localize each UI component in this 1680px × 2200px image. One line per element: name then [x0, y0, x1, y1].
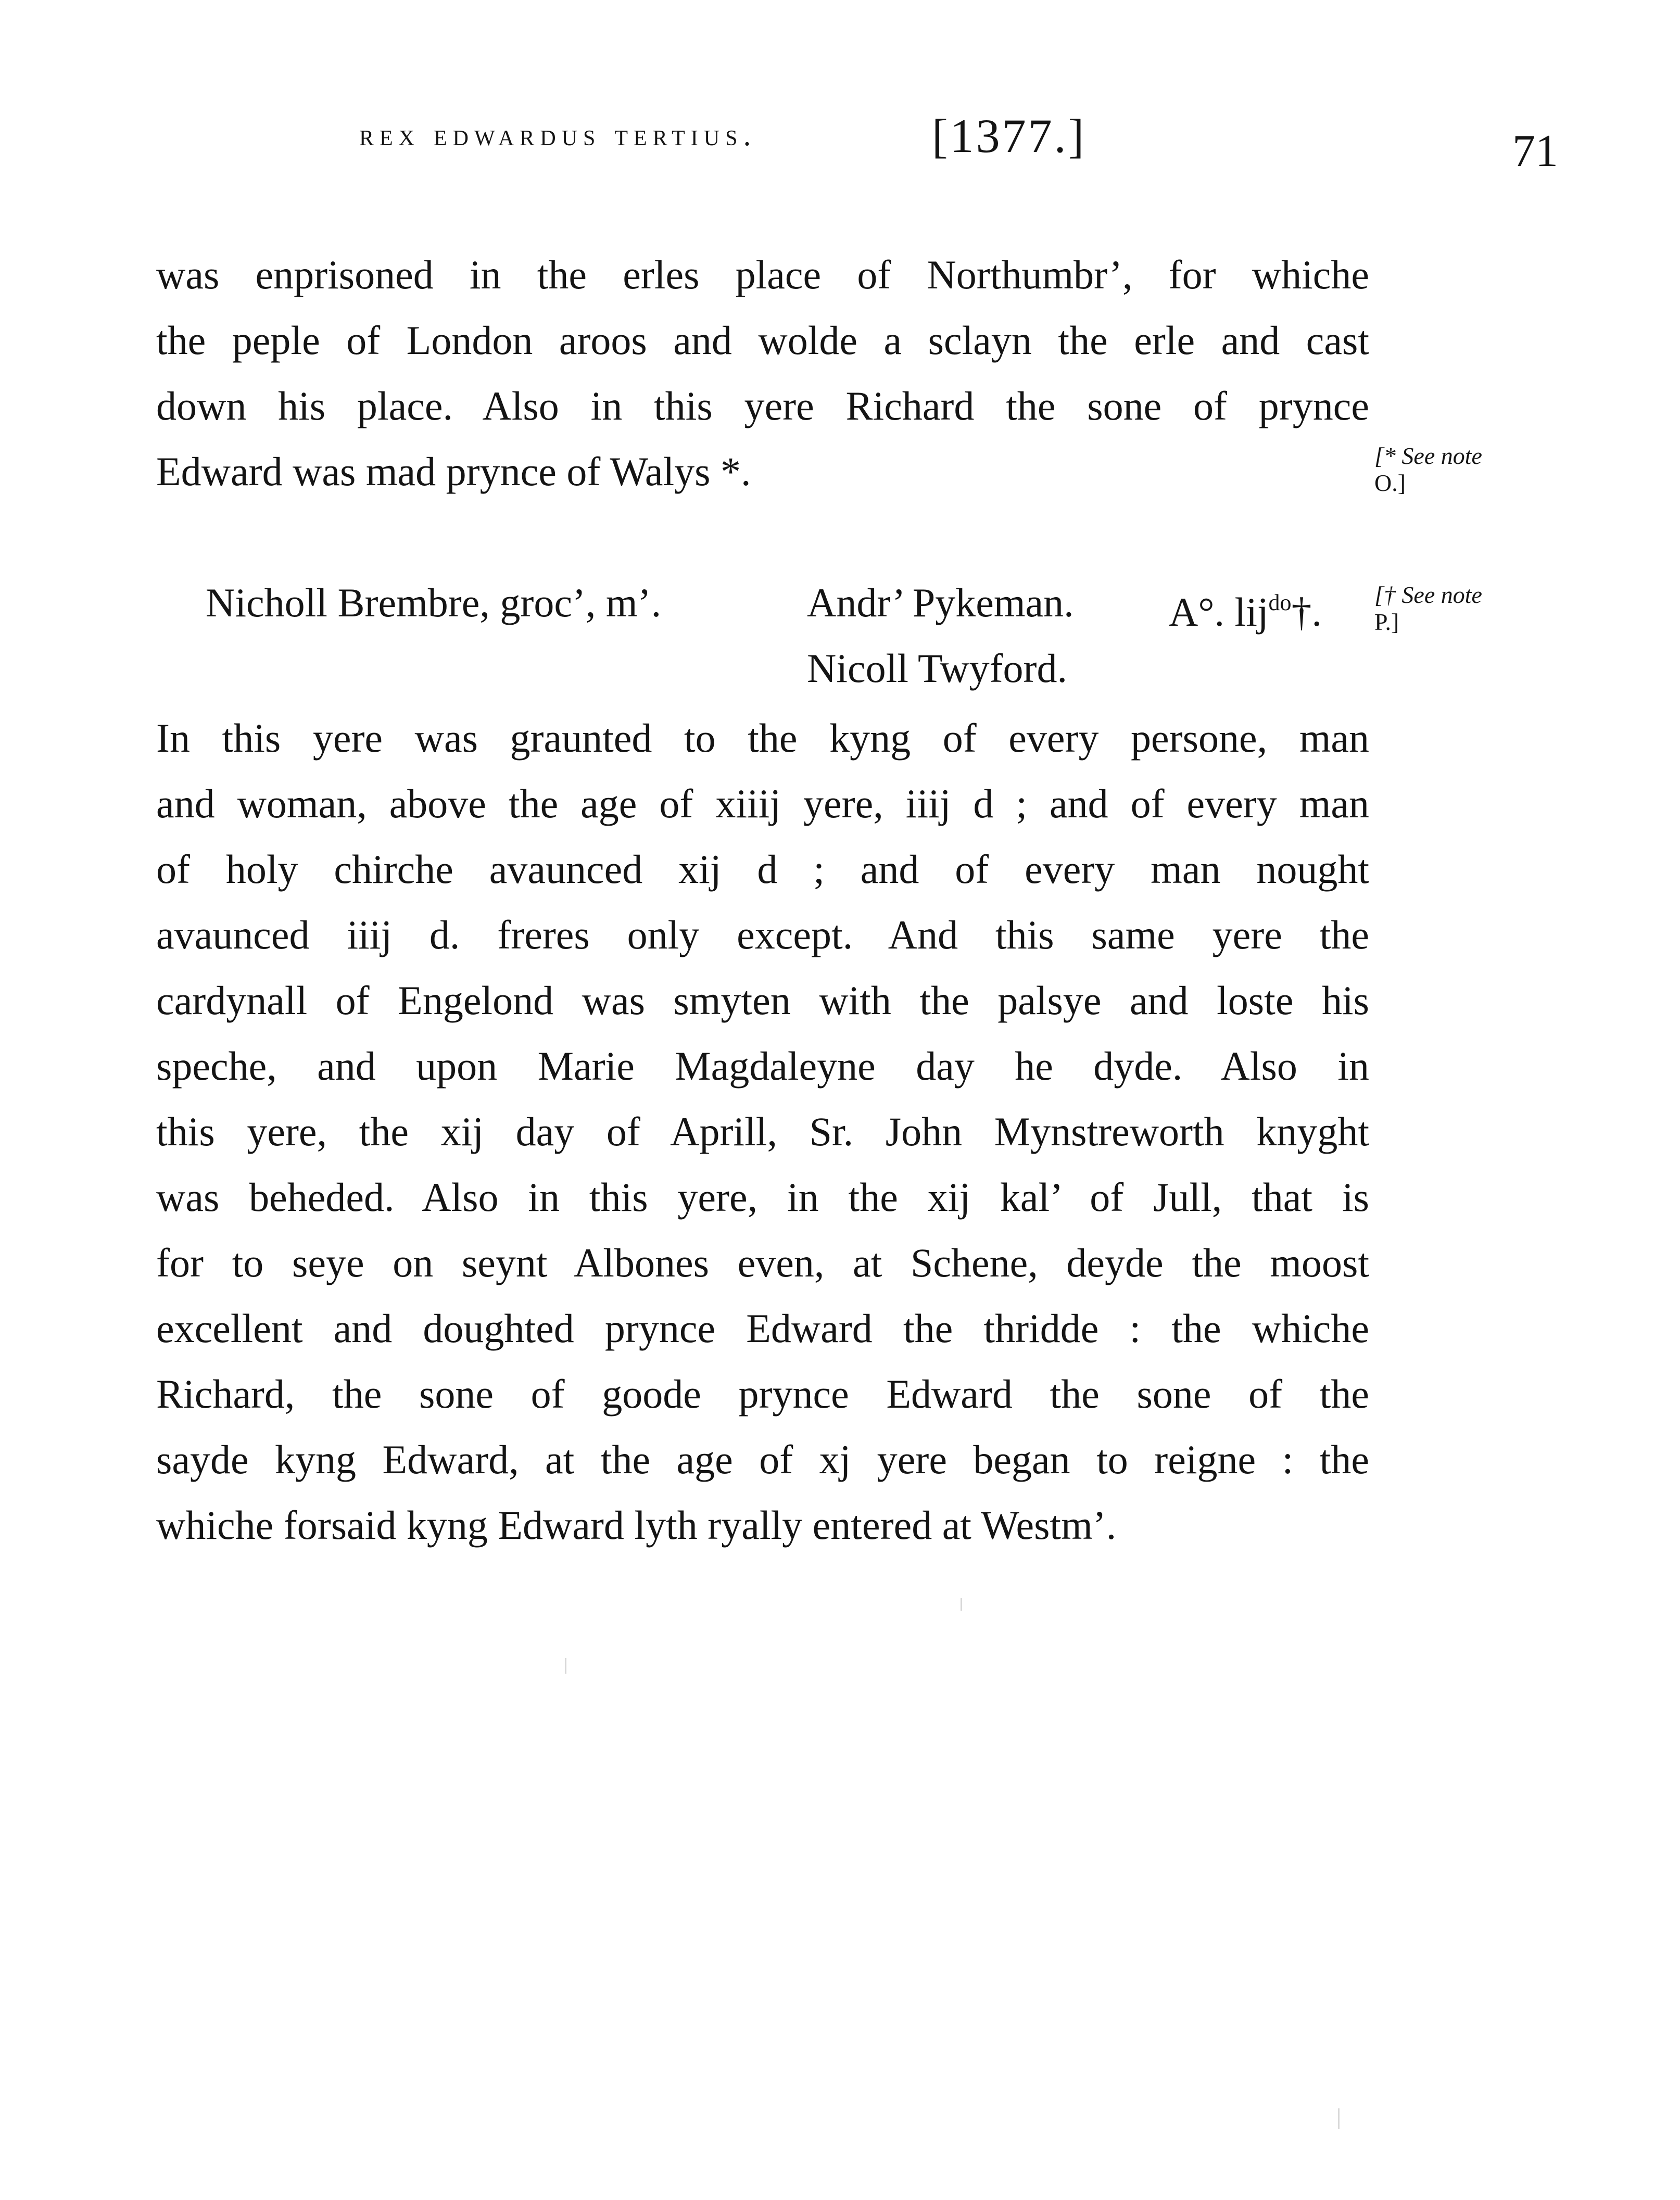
- officers-heading: [206, 570, 1393, 701]
- paragraph-2-line: was beheded. Also in this yere, in the xij kal’ of Jull, that is: [156, 1174, 1369, 1220]
- margin-note-p-text: [† See note: [1374, 581, 1482, 608]
- regnal-year-text: A°. lij: [1169, 589, 1269, 635]
- margin-note-p: [1374, 581, 1482, 636]
- paragraph-2-line: avaunced iiij d. freres only except. And this same yere the: [156, 912, 1369, 957]
- sheriff-2-name: Nicoll Twyford.: [807, 646, 1068, 691]
- paragraph-2-line: sayde kyng Edward, at the age of xj yere began to reigne : the: [156, 1437, 1369, 1482]
- paragraph-1-line: down his place. Also in this yere Richard the sone of prynce: [156, 383, 1369, 428]
- mayor-name: Nicholl Brembre, groc’, m’.: [206, 580, 662, 625]
- running-year: [1377.]: [932, 109, 1087, 162]
- paragraph-1: [156, 242, 1369, 504]
- margin-note-p-ref: P.]: [1374, 609, 1399, 635]
- margin-note-o-text: [* See note: [1374, 442, 1482, 469]
- paper-speck: [565, 1658, 566, 1674]
- running-title: rex edwardus tertius.: [359, 118, 757, 152]
- paragraph-2-line: speche, and upon Marie Magdaleyne day he dyde. Also in: [156, 1043, 1369, 1089]
- sheriff-1-name: Andr’ Pykeman.: [807, 580, 1074, 625]
- regnal-year: [1169, 570, 1322, 645]
- paragraph-2-line: of holy chirche avaunced xij d ; and of every man nought: [156, 846, 1369, 892]
- paragraph-2-line: In this yere was graunted to the kyng of every persone, man: [156, 715, 1369, 761]
- paragraph-2-line: whiche forsaid kyng Edward lyth ryally entered at Westm’.: [156, 1502, 1117, 1548]
- paper-speck: [961, 1598, 962, 1611]
- paragraph-2: [156, 705, 1369, 1558]
- paragraph-2-line: cardynall of Engelond was smyten with the palsye and loste his: [156, 978, 1369, 1023]
- margin-note-o: [1374, 442, 1482, 497]
- paragraph-2-line: Richard, the sone of goode prynce Edward the sone of the: [156, 1371, 1369, 1417]
- paper-speck: [1338, 2108, 1340, 2129]
- paragraph-1-line: was enprisoned in the erles place of Northumbr’, for whiche: [156, 252, 1369, 297]
- regnal-year-suffix: do: [1268, 590, 1292, 615]
- margin-note-o-ref: O.]: [1374, 470, 1406, 496]
- regnal-year-mark: †.: [1291, 589, 1322, 635]
- page-number: 71: [1512, 126, 1558, 176]
- paragraph-1-line: Edward was mad prynce of Walys *.: [156, 449, 751, 494]
- paragraph-2-line: for to seye on seynt Albones even, at Schene, deyde the moost: [156, 1240, 1369, 1285]
- paragraph-2-line: excellent and doughted prynce Edward the thridde : the whiche: [156, 1306, 1369, 1351]
- paragraph-2-line: and woman, above the age of xiiij yere, iiij d ; and of every man: [156, 781, 1369, 826]
- paragraph-2-line: this yere, the xij day of Aprill, Sr. John Mynstreworth knyght: [156, 1109, 1369, 1154]
- paragraph-1-line: the peple of London aroos and wolde a sclayn the erle and cast: [156, 318, 1369, 363]
